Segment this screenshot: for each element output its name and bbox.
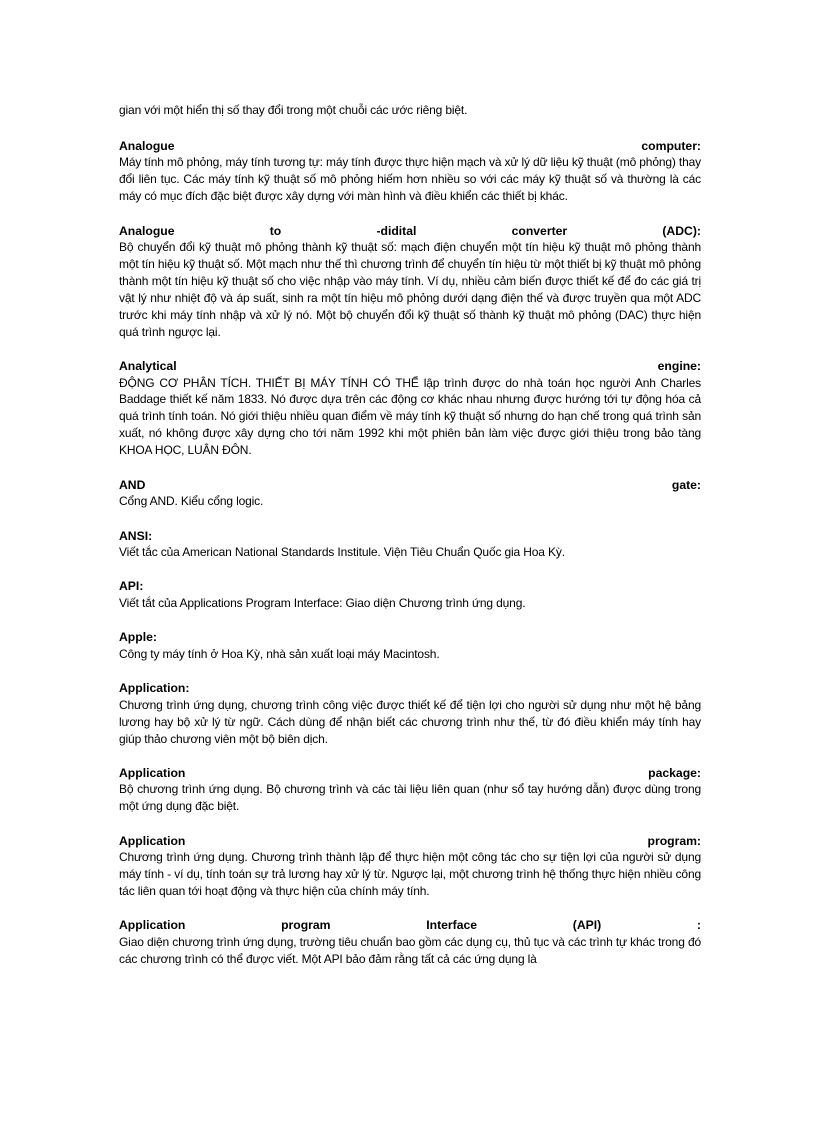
term-word: :: [696, 918, 701, 933]
entry-definition: Viết tắt của Applications Program Interface: Giao diện Chương trình ứng dụng.: [119, 595, 526, 610]
entry-term: [119, 358, 701, 375]
term-word: program: [281, 918, 331, 933]
entry-term: [119, 629, 701, 646]
term-word: gate:: [671, 477, 701, 492]
term-word: (API): [572, 918, 602, 933]
entry-definition: Bộ chương trình ứng dụng. Bộ chương trình và các tài liệu liên quan (như sổ tay hướng dẫn) được dùng trong một ứng dụng đặc biệt.: [119, 782, 701, 814]
glossary-entry: [119, 358, 701, 459]
term-word: to: [269, 223, 282, 238]
entry-definition: Bộ chuyển đổi kỹ thuật mô phỏng thành kỹ thuật số: mạch điện chuyển một tín hiệu kỹ thuật mô phỏng thành một tín hiệu kỹ thuật số. Một mạch như thế thì chương trình để chuyển tín hiệu từ một thiết bị kỹ thuật mô phỏng thành một tín hiệu kỹ thuật số cho việc nhập vào máy tính. Ví dụ, nhiều cảm biến được thiết kế để đo các giá trị vật lý như nhiệt độ và áp suất, sinh ra một tín hiệu mô phỏng dưới dạng điện thế và được truyền qua một ADC trước khi máy tính nhập và xử lý nó. Một bộ chuyển đổi kỹ thuật số thành kỹ thuật mô phỏng (DAC) thực hiện quá trình ngược lại.: [119, 240, 701, 339]
term-word: Application: [119, 833, 186, 848]
term-word: Analytical: [119, 359, 177, 374]
intro-text: gian với một hiển thị số thay đổi trong một chuỗi các ước riêng biệt.: [119, 103, 468, 117]
glossary-entry: [119, 833, 701, 900]
entry-definition: Giao diện chương trình ứng dụng, trường tiêu chuẩn bao gồm các dụng cụ, thủ tục và các trình tự khác trong đó các chương trình có thể được viết. Một API bảo đảm rằng tất cả các ứng dụng là: [119, 934, 701, 966]
entry-term: [119, 765, 701, 782]
entry-definition: Viết tắc của American National Standards Institule. Viện Tiêu Chuẩn Quốc gia Hoa Kỳ.: [119, 545, 565, 559]
entry-term: [119, 680, 701, 697]
entry-term: [119, 138, 701, 155]
term-word: ANSI:: [119, 528, 153, 543]
glossary-entry: [119, 917, 701, 967]
term-word: Interface: [426, 918, 478, 933]
entry-definition: Chương trình ứng dụng. Chương trình thành lập để thực hiện một công tác cho sự tiện lợi của người sử dụng máy tính - ví dụ, tính toán sự trả lương hay xử lý từ. Ngược lại, một chương trình hệ thống thực hiện nhiều công tác liên quan tới hoạt động và thực hiện của chính máy tính.: [119, 850, 701, 899]
term-word: Analogue: [119, 138, 175, 153]
glossary-entries: [119, 138, 701, 968]
glossary-entry: [119, 578, 701, 611]
entry-definition: Cổng AND. Kiểu cổng logic.: [119, 494, 264, 509]
entry-term: [119, 477, 701, 494]
term-word: API:: [119, 579, 144, 594]
entry-definition: Máy tính mô phỏng, máy tính tương tự: máy tính được thực hiện mạch và xử lý dữ liệu kỹ thuật (mô phỏng) thay đổi liên tục. Các máy tính kỹ thuật số mô phỏng hiếm hơn nhiều so với các máy kỹ thuật số và thường là các máy có mục đích đặc biệt được xây dựng với màn hình và điều khiển các thiết bị khác.: [119, 155, 702, 204]
entry-term: [119, 223, 701, 240]
term-word: -didital: [376, 223, 417, 238]
glossary-entry: [119, 138, 701, 205]
term-word: package:: [648, 765, 701, 780]
entry-term: [119, 578, 701, 595]
glossary-entry: [119, 629, 701, 662]
entry-term: [119, 528, 701, 545]
term-word: Apple:: [119, 630, 157, 645]
term-word: computer:: [641, 138, 701, 153]
entry-term: [119, 833, 701, 850]
glossary-entry: [119, 528, 701, 561]
glossary-entry: [119, 477, 701, 510]
entry-definition: Công ty máy tính ở Hoa Kỳ, nhà sản xuất loại máy Macintosh.: [119, 646, 440, 661]
term-word: converter: [511, 223, 568, 238]
entry-definition: Chương trình ứng dụng, chương trình công việc được thiết kế để tiện lợi cho người sử dụng như một hệ bảng lương hay bộ xử lý từ ngữ. Cách dùng để nhận biết các chương trình như thế, từ đó điều khiển máy tính hay giúp thảo chương viên một bộ biên dịch.: [119, 697, 701, 746]
term-word: (ADC):: [662, 223, 701, 238]
glossary-entry: [119, 223, 701, 341]
term-word: Application:: [119, 681, 190, 696]
term-word: engine:: [657, 359, 701, 374]
term-word: Application: [119, 918, 186, 933]
entry-term: [119, 917, 701, 934]
term-word: Analogue: [119, 223, 175, 238]
glossary-entry: [119, 680, 701, 747]
entry-definition: ĐỘNG CƠ PHÂN TÍCH. THIẾT BỊ MÁY TÍNH CÓ THỂ lập trình được do nhà toán học người Anh Charles Baddage thiết kế năm 1833. Nó được dựa trên các động cơ khác nhau nhưng được hướng tới tự động hóa cả quá trình tính toán. Nó giới thiệu nhiều quan điểm về máy tính kỹ thuật số nhưng do hạn chế trong quá trình sản xuất, nó không được xây dựng cho tới năm 1992 khi một phiên bản làm việc được giới thiệu trong bảo tàng KHOA HỌC, LUÂN ĐÔN.: [119, 375, 701, 458]
term-word: Application: [119, 765, 186, 780]
term-word: AND: [119, 477, 146, 492]
document-page: [119, 102, 701, 985]
glossary-entry: [119, 765, 701, 815]
term-word: program:: [647, 833, 701, 848]
